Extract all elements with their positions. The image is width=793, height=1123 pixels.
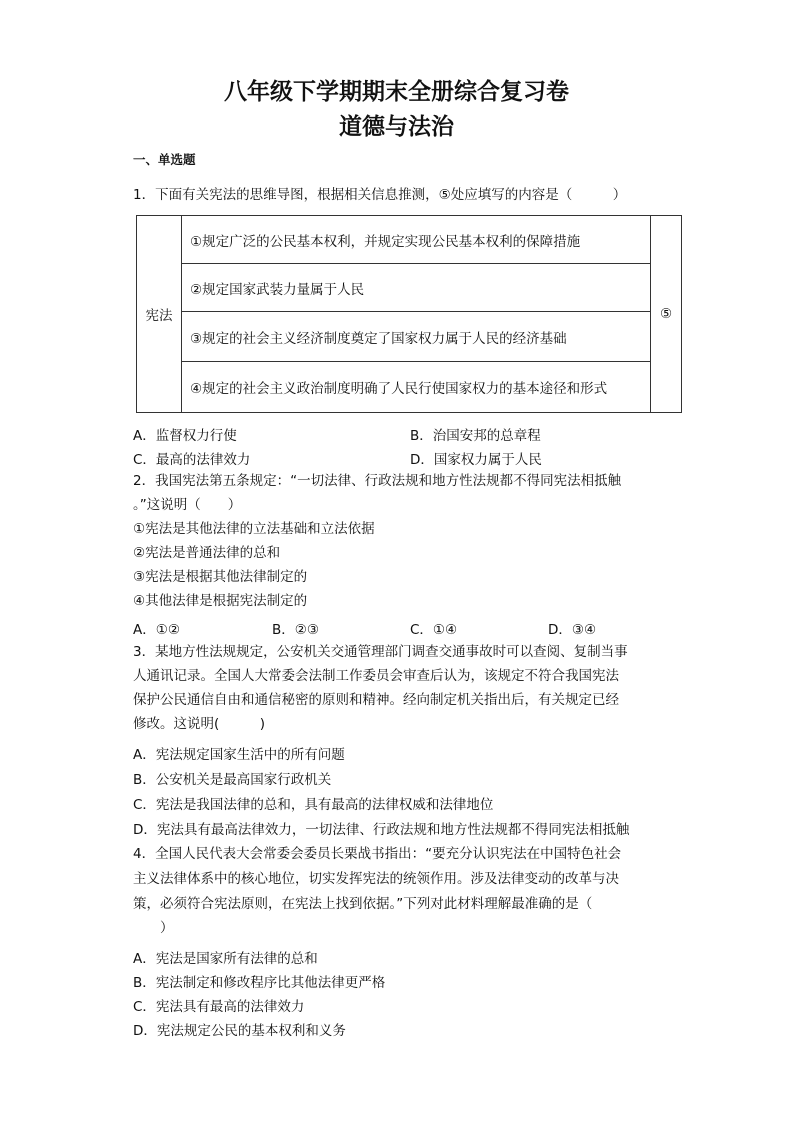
q3-stem-line: 人通讯记录。全国人大常委会法制工作委员会审查后认为，该规定不符合我国宪法 — [133, 668, 619, 684]
q4-stem-line: ） — [133, 920, 174, 936]
q2-option-d: D．③④ — [548, 622, 597, 638]
q4-option-a: A．宪法是国家所有法律的总和 — [133, 951, 318, 967]
q3-option-a: A．宪法规定国家生活中的所有问题 — [133, 747, 345, 763]
q2-statement: ④其他法律是根据宪法制定的 — [133, 593, 308, 609]
q4-stem-line: 4．全国人民代表大会常委会委员长栗战书指出：“要充分认识宪法在中国特色社会 — [133, 846, 622, 862]
q2-option-b: B．②③ — [272, 622, 319, 638]
q1-option-b: B．治国安邦的总章程 — [410, 428, 541, 444]
q1-stem: 1．下面有关宪法的思维导图，根据相关信息推测，⑤处应填写的内容是（ ） — [133, 187, 627, 203]
q1-mind-map — [136, 215, 682, 413]
q4-option-b: B．宪法制定和修改程序比其他法律更严格 — [133, 975, 386, 991]
mind-map-item: ①规定广泛的公民基本权利，并规定实现公民基本权利的保障措施 — [182, 216, 651, 264]
mind-map-item: ②规定国家武装力量属于人民 — [182, 264, 651, 312]
q2-stem-line: 。”这说明（ ） — [133, 497, 242, 513]
mind-map-blank: ⑤ — [651, 216, 682, 413]
q3-stem-line: 保护公民通信自由和通信秘密的原则和精神。经向制定机关指出后，有关规定已经 — [133, 692, 619, 708]
mind-map-root: 宪法 — [137, 216, 182, 413]
section-heading: 一、单选题 — [133, 152, 196, 167]
q3-option-d: D．宪法具有最高法律效力，一切法律、行政法规和地方性法规都不得同宪法相抵触 — [133, 822, 630, 838]
q3-option-c: C．宪法是我国法律的总和，具有最高的法律权威和法律地位 — [133, 797, 494, 813]
q3-stem-line: 修改。这说明( ) — [133, 716, 266, 732]
page-subtitle: 道德与法治 — [339, 113, 454, 140]
q2-statement: ③宪法是根据其他法律制定的 — [133, 569, 308, 585]
mind-map-item: ④规定的社会主义政治制度明确了人民行使国家权力的基本途径和形式 — [182, 362, 651, 413]
q4-option-c: C．宪法具有最高的法律效力 — [133, 999, 305, 1015]
q3-option-b: B．公安机关是最高国家行政机关 — [133, 772, 332, 788]
q4-stem-line: 主义法律体系中的核心地位，切实发挥宪法的统领作用。涉及法律变动的改革与决 — [133, 871, 619, 887]
q4-stem-line: 策，必须符合宪法原则，在宪法上找到依据。”下列对此材料理解最准确的是（ — [133, 896, 593, 912]
q3-stem-line: 3．某地方性法规规定，公安机关交通管理部门调查交通事故时可以查阅、复制当事 — [133, 644, 628, 660]
q2-option-a: A．①② — [133, 622, 180, 638]
q1-option-c: C．最高的法律效力 — [133, 452, 251, 468]
q2-statement: ②宪法是普通法律的总和 — [133, 545, 281, 561]
page-title: 八年级下学期期末全册综合复习卷 — [224, 78, 569, 105]
mind-map-item: ③规定的社会主义经济制度奠定了国家权力属于人民的经济基础 — [182, 312, 651, 362]
q1-option-d: D．国家权力属于人民 — [410, 452, 542, 468]
q2-stem-line: 2．我国宪法第五条规定：“一切法律、行政法规和地方性法规都不得同宪法相抵触 — [133, 473, 622, 489]
q2-statement: ①宪法是其他法律的立法基础和立法依据 — [133, 521, 375, 537]
q1-option-a: A．监督权力行使 — [133, 428, 237, 444]
q4-option-d: D．宪法规定公民的基本权利和义务 — [133, 1023, 346, 1039]
q2-option-c: C．①④ — [410, 622, 458, 638]
